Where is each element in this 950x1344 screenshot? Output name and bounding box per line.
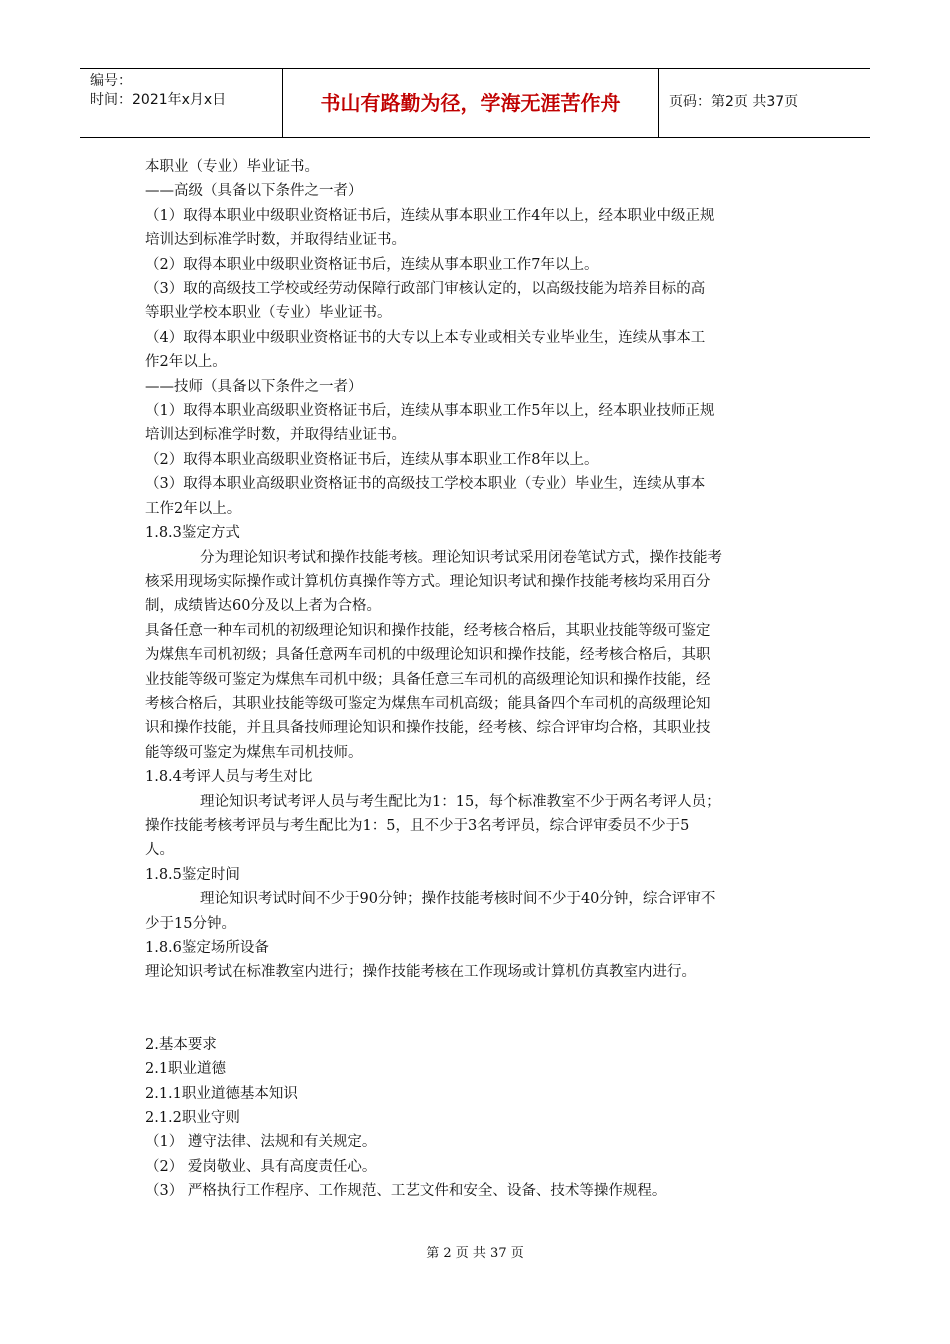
body-line: （2）取得本职业高级职业资格证书后，连续从事本职业工作8年以上。 [145,451,599,468]
body-line: 能等级可鉴定为煤焦车司机技师。 [145,744,363,761]
section-heading: 1.8.5鉴定时间 [145,866,240,883]
body-line: ——技师（具备以下条件之一者） [145,378,363,395]
body-line: 理论知识考试时间不少于90分钟；操作技能考核时间不少于40分钟，综合评审不 [200,891,716,908]
body-line: 本职业（专业）毕业证书。 [145,159,319,175]
body-line: 等职业学校本职业（专业）毕业证书。 [145,305,392,322]
body-line: （3）取的高级技工学校或经劳动保障行政部门审核认定的，以高级技能为培养目标的高 [145,281,706,298]
body-line: （2）取得本职业中级职业资格证书后，连续从事本职业工作7年以上。 [145,256,599,273]
list-item: （1） 遵守法律、法规和有关规定。 [145,1134,377,1151]
body-line: （3）取得本职业高级职业资格证书的高级技工学校本职业（专业）毕业生，连续从事本 [145,476,706,493]
header-motto: 书山有路勤为径，学海无涯苦作舟 [320,91,621,115]
document-body [145,155,810,1204]
body-line: 为煤焦车司机初级；具备任意两车司机的中级理论知识和操作技能，经考核合格后，其职 [145,647,711,664]
body-line: （4）取得本职业中级职业资格证书的大专以上本专业或相关专业毕业生，连续从事本工 [145,329,706,346]
section-heading: 1.8.4考评人员与考生对比 [145,769,313,786]
body-line: 少于15分钟。 [145,915,236,932]
page-header [80,68,870,138]
document-date: 时间：2021年x月x日 [90,92,227,108]
body-line: 工作2年以上。 [145,500,242,517]
section-heading: 1.8.6鉴定场所设备 [145,940,269,956]
list-item: （3） 严格执行工作程序、工作规范、工艺文件和安全、设备、技术等操作规程。 [145,1183,667,1200]
paragraph-gap [145,985,810,1033]
section-heading: 2.1职业道德 [145,1061,227,1078]
body-line: 分为理论知识考试和操作技能考核。理论知识考试采用闭卷笔试方式，操作技能考 [200,549,722,566]
body-line: 考核合格后，其职业技能等级可鉴定为煤焦车司机高级；能具备四个车司机的高级理论知 [145,695,711,712]
body-line: 理论知识考试考评人员与考生配比为1：15，每个标准教室不少于两名考评人员； [200,793,721,810]
header-page-info: 页码：第2页 共37页 [669,94,799,110]
section-heading: 2.基本要求 [145,1036,217,1053]
document-number-label: 编号： [90,73,132,89]
list-item: （2） 爱岗敬业、具有高度责任心。 [145,1158,377,1175]
body-line: 业技能等级可鉴定为煤焦车司机中级；具备任意三车司机的高级理论知识和操作技能，经 [145,671,711,688]
body-line: ——高级（具备以下条件之一者） [145,183,363,200]
body-line: 识和操作技能，并且具备技师理论知识和操作技能，经考核、综合评审均合格，其职业技 [145,720,711,737]
section-heading: 2.1.1职业道德基本知识 [145,1085,298,1102]
body-line: 作2年以上。 [145,354,227,371]
body-line: （1）取得本职业高级职业资格证书后，连续从事本职业工作5年以上，经本职业技师正规 [145,403,715,420]
section-heading: 1.8.3鉴定方式 [145,525,240,542]
body-line: 操作技能考核考评员与考生配比为1：5，且不少于3名考评员，综合评审委员不少于5 [145,817,690,834]
page-footer: 第 2 页 共 37 页 [426,1246,524,1261]
body-line: （1）取得本职业中级职业资格证书后，连续从事本职业工作4年以上，经本职业中级正规 [145,207,715,224]
body-line: 核采用现场实际操作或计算机仿真操作等方式。理论知识考试和操作技能考核均采用百分 [145,573,711,590]
header-left-cell [80,69,283,137]
body-line: 培训达到标准学时数，并取得结业证书。 [145,427,406,444]
body-line: 制，成绩皆达60分及以上者为合格。 [145,598,381,615]
header-middle-cell [283,69,659,137]
section-heading: 2.1.2职业守则 [145,1110,240,1127]
body-line: 具备任意一种车司机的初级理论知识和操作技能，经考核合格后，其职业技能等级可鉴定 [145,622,711,639]
body-line: 培训达到标准学时数，并取得结业证书。 [145,232,406,249]
body-line: 理论知识考试在标准教室内进行；操作技能考核在工作现场或计算机仿真教室内进行。 [145,964,696,981]
body-line: 人。 [145,842,174,859]
